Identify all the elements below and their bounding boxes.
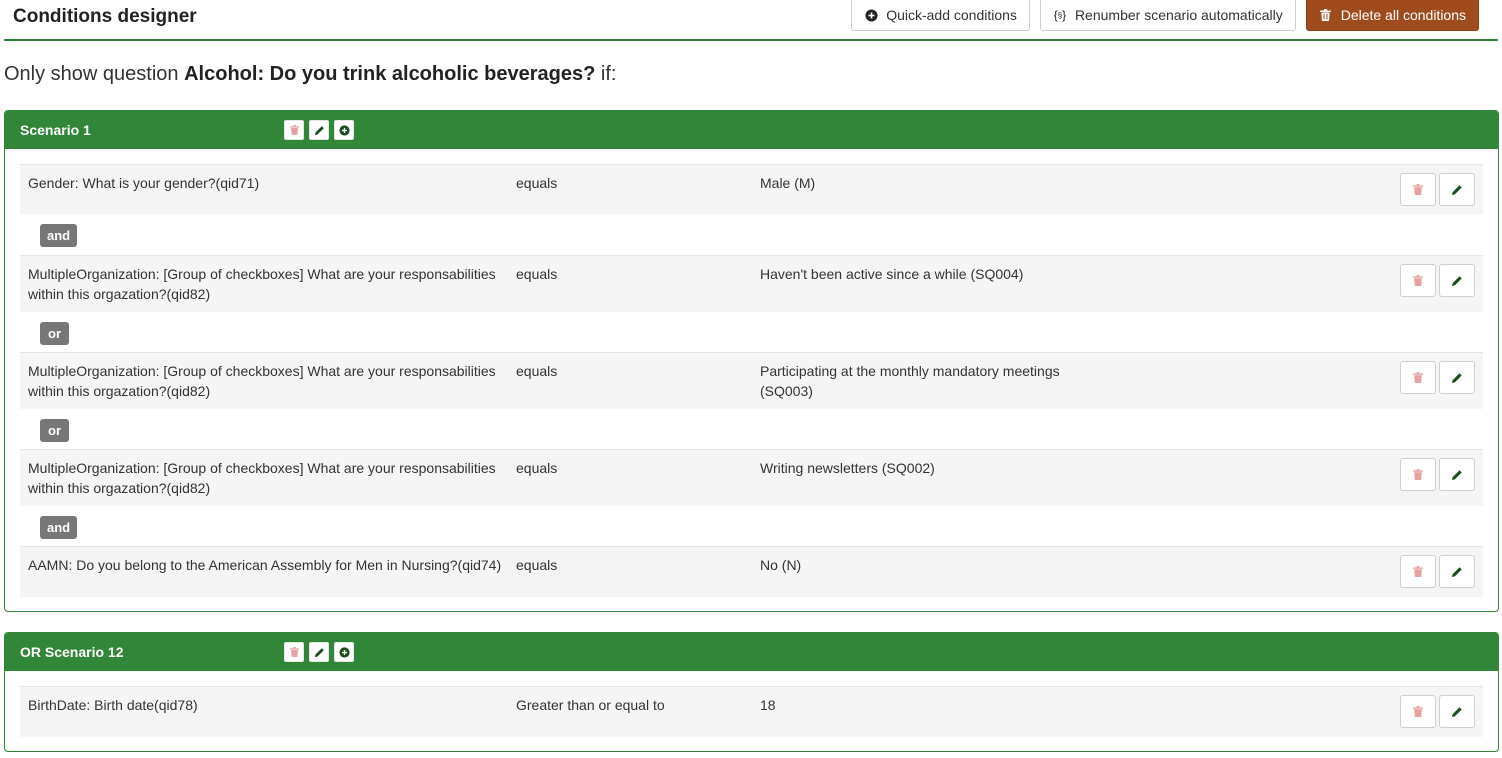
condition-row [20,164,1483,214]
trash-icon [1413,372,1423,383]
condition-question: MultipleOrganization: [Group of checkboxes] What are your responsabilities within this orgazation?(qid82) [28,363,496,399]
edit-condition-button[interactable] [1439,264,1475,297]
plus-circle-icon [339,125,350,136]
trash-icon [1413,469,1423,480]
edit-condition-button[interactable] [1439,173,1475,206]
condition-row [20,686,1483,737]
condition-operator: equals [516,266,558,282]
condition-question: BirthDate: Birth date(qid78) [28,697,198,713]
condition-value: Writing newsletters (SQ002) [760,460,935,476]
delete-condition-button[interactable] [1400,173,1436,206]
connector [20,312,1483,352]
scenario-actions [284,642,354,662]
condition-question: MultipleOrganization: [Group of checkboxes] What are your responsabilities within this orgazation?(qid82) [28,266,496,302]
delete-all-conditions-button[interactable] [1306,0,1479,31]
pencil-icon [314,647,325,658]
quick-add-label: Quick-add conditions [886,7,1017,23]
trash-icon [290,125,299,135]
connector-label: or [40,419,69,442]
condition-value: No (N) [760,557,802,573]
edit-condition-button[interactable] [1439,695,1475,728]
pencil-icon [1451,706,1463,718]
trash-icon [1413,706,1423,717]
plus-circle-icon [864,8,878,22]
pencil-icon [1451,372,1463,384]
condition-row [20,546,1483,597]
connector [20,409,1483,449]
trash-icon [1319,8,1333,22]
pencil-icon [1451,469,1463,481]
connector-label: and [40,516,77,539]
condition-question: AAMN: Do you belong to the American Assembly for Men in Nursing?(qid74) [28,557,502,573]
condition-operator: equals [516,175,558,191]
pencil-icon [1451,184,1463,196]
condition-value: Participating at the monthly mandatory meetings (SQ003) [760,363,1060,399]
scenario-header [5,111,1498,149]
renumber-label: Renumber scenario automatically [1074,7,1283,23]
edit-scenario-button[interactable] [309,642,329,662]
top-bar [4,0,1498,41]
condition-row [20,449,1483,506]
edit-condition-button[interactable] [1439,555,1475,588]
trash-icon [1413,184,1423,195]
condition-row [20,255,1483,312]
condition-operator: equals [516,460,558,476]
question-prefix: Only show question [4,63,179,85]
condition-question: MultipleOrganization: [Group of checkboxes] What are your responsabilities within this orgazation?(qid82) [28,460,496,496]
question-name: Alcohol: Do you trink alcoholic beverages? [184,63,596,85]
add-condition-button[interactable] [334,642,354,662]
question-heading [4,63,616,86]
scenario-actions [284,120,354,140]
top-actions [851,0,1479,31]
condition-value: Haven't been active since a while (SQ004) [760,266,1024,282]
row-actions [1400,173,1475,206]
trash-icon [1413,566,1423,577]
condition-operator: equals [516,557,558,573]
add-condition-button[interactable] [334,120,354,140]
condition-value: Male (M) [760,175,816,191]
row-actions [1400,695,1475,728]
trash-icon [1413,275,1423,286]
connector-label: and [40,224,77,247]
delete-scenario-button[interactable] [284,642,304,662]
delete-condition-button[interactable] [1400,458,1436,491]
scenario-panel [4,110,1499,612]
edit-condition-button[interactable] [1439,361,1475,394]
pencil-icon [1451,566,1463,578]
delete-condition-button[interactable] [1400,555,1436,588]
row-actions [1400,361,1475,394]
question-suffix: if: [600,63,617,85]
row-actions [1400,458,1475,491]
scenario-panel [4,632,1499,752]
scenario-title: OR Scenario 12 [20,644,124,660]
plus-circle-icon [339,647,350,658]
scenario-title: Scenario 1 [20,122,91,138]
condition-question: Gender: What is your gender?(qid71) [28,175,260,191]
conditions-list [5,149,1498,612]
delete-condition-button[interactable] [1400,361,1436,394]
conditions-list [5,671,1498,752]
delete-condition-button[interactable] [1400,264,1436,297]
connector [20,214,1483,255]
edit-scenario-button[interactable] [309,120,329,140]
pencil-icon [314,125,325,136]
row-actions [1400,264,1475,297]
connector-label: or [40,322,69,345]
pencil-icon [1451,275,1463,287]
trash-icon [290,647,299,657]
braces-icon: { § } [1053,8,1067,22]
row-actions [1400,555,1475,588]
renumber-scenario-button[interactable] [1040,0,1296,31]
condition-operator: Greater than or equal to [516,697,665,713]
condition-row [20,352,1483,409]
condition-value: 18 [760,697,776,713]
condition-operator: equals [516,363,558,379]
delete-condition-button[interactable] [1400,695,1436,728]
scenario-header [5,633,1498,671]
page-title: Conditions designer [13,6,197,27]
quick-add-conditions-button[interactable] [851,0,1030,31]
edit-condition-button[interactable] [1439,458,1475,491]
delete-scenario-button[interactable] [284,120,304,140]
connector [20,506,1483,546]
delete-all-label: Delete all conditions [1340,7,1466,23]
